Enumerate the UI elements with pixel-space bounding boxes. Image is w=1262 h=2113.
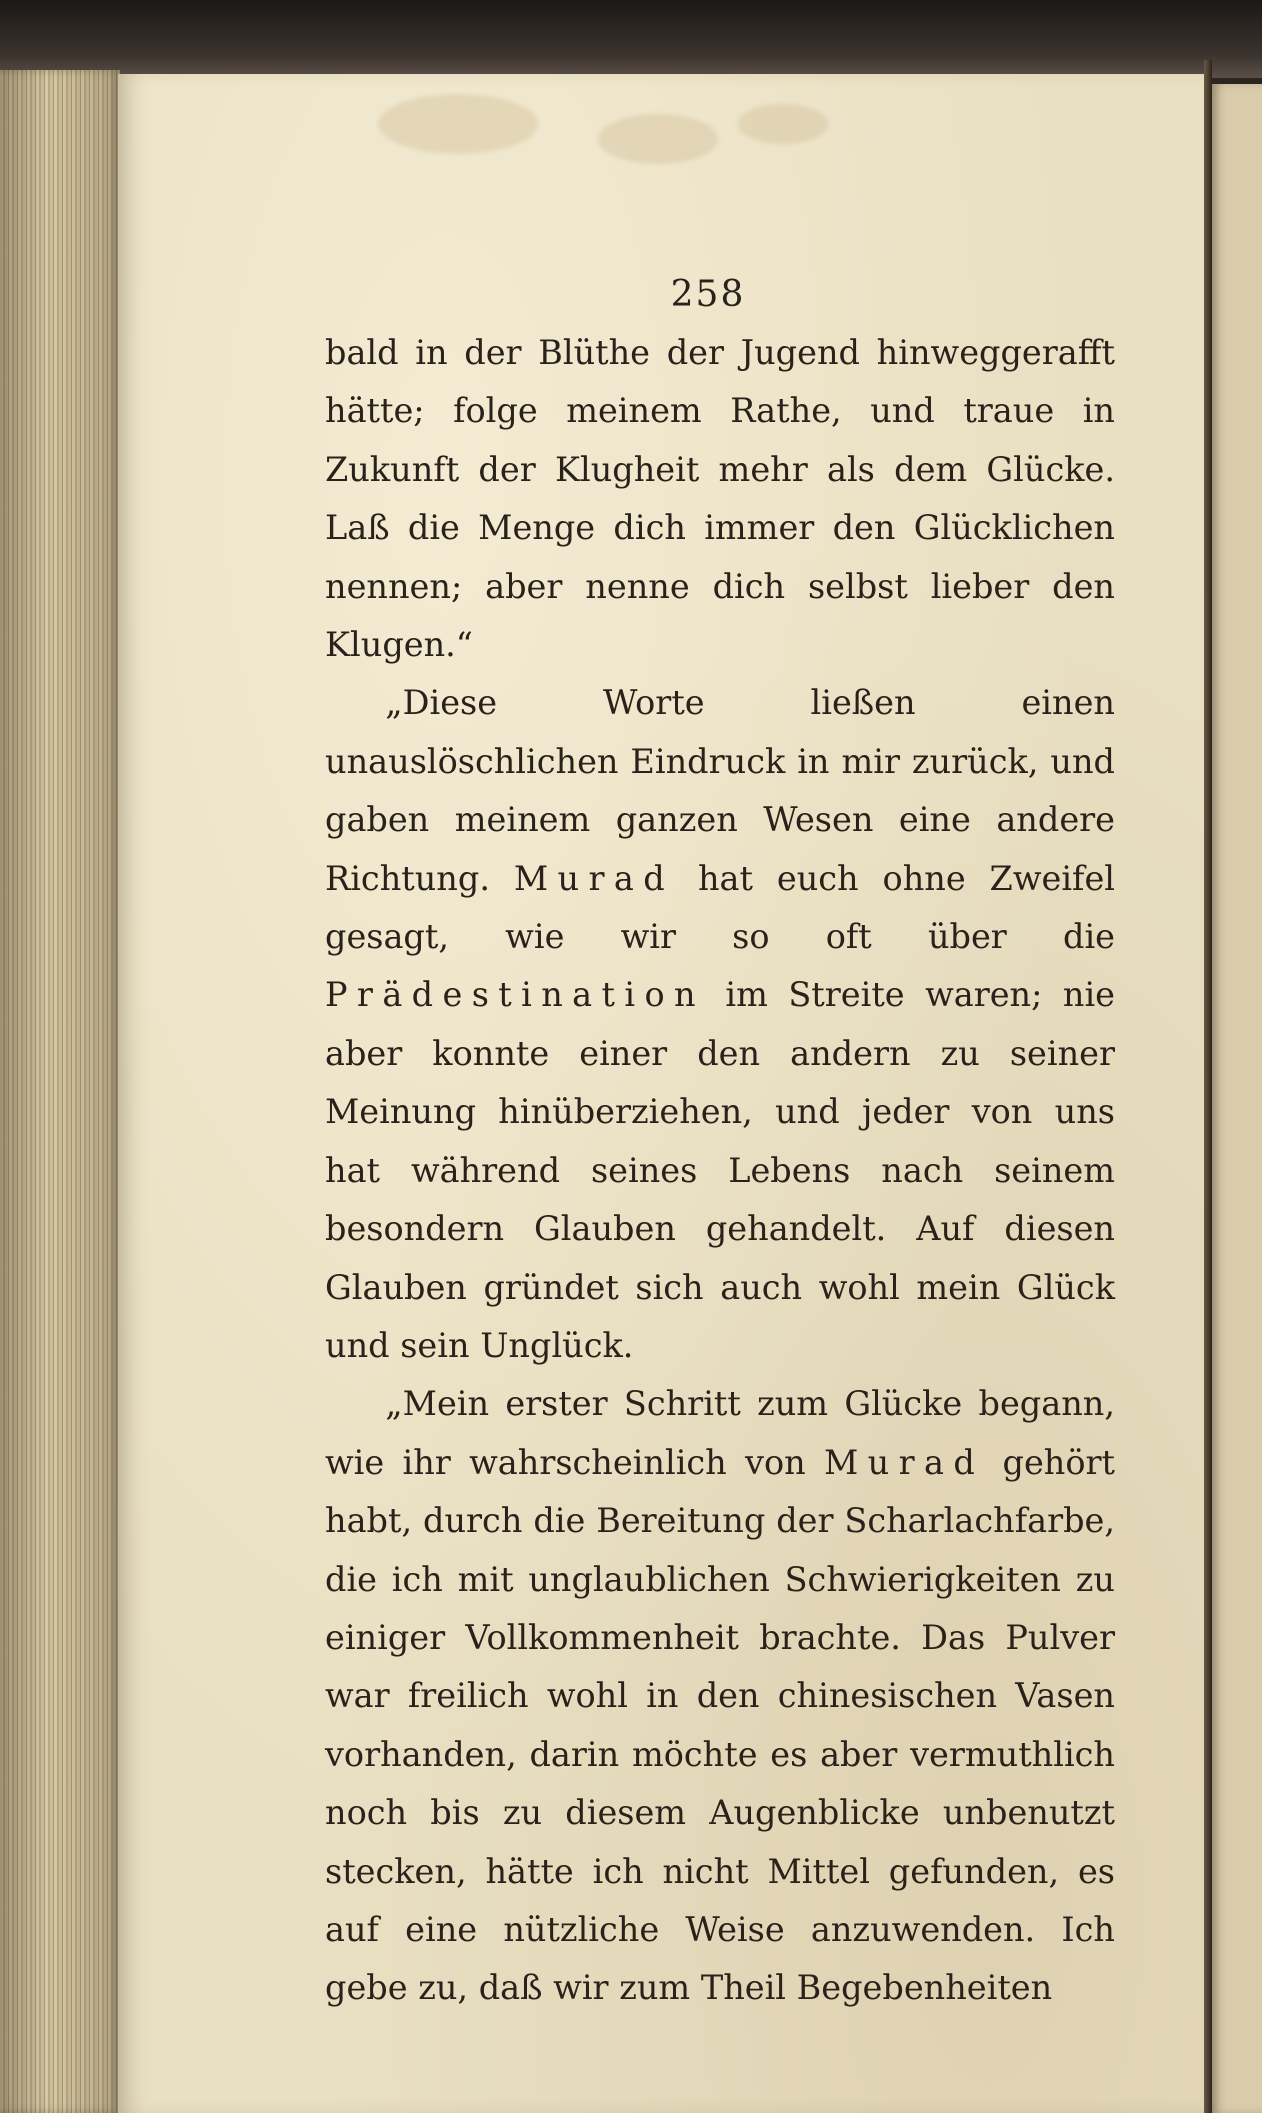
paragraph [325, 674, 1115, 1375]
spaced-name: Prädestination [325, 975, 705, 1015]
spaced-name: Murad [513, 858, 675, 898]
paragraph [325, 1375, 1115, 2017]
book-page [118, 74, 1208, 2113]
paragraph [325, 324, 1115, 674]
book-gutter [1204, 60, 1212, 2113]
next-page-edge [1212, 84, 1262, 2113]
page-stack-shade [0, 70, 120, 2113]
page-number: 258 [670, 274, 746, 315]
text-segment: bald in der Blüthe der Jugend hinweggerafft hätte; folge meinem Rathe, und traue in Zukunft der Klugheit mehr als dem Glücke. Laß die Menge dich immer den Glücklichen nennen; aber nenne dich selbst lieber den Klugen.“ [325, 333, 1115, 665]
text-segment: gehört habt, durch die Bereitung der Scharlachfarbe, die ich mit unglaublichen Schwierigkeiten zu einiger Vollkommenheit brachte. Das Pulver war freilich wohl in den chinesischen Vasen vorhanden, darin möchte es aber vermuthlich noch bis zu diesem Augenblicke unbenutzt stecken, hätte ich nicht Mittel gefunden, es auf eine nützliche Weise anzuwenden. Ich gebe zu, daß wir zum Theil Begebenheiten [325, 1442, 1115, 2008]
body-text [325, 324, 1115, 2018]
spaced-name: Murad [824, 1442, 985, 1482]
text-segment: im Streite waren; nie aber konnte einer den andern zu seiner Meinung hinüberziehen, und jeder von uns hat während seines Lebens nach seinem besondern Glauben gehandelt. Auf diesen Glauben gründet sich auch wohl mein Glück und sein Unglück. [325, 975, 1115, 1365]
text-segment: „Diese Worte ließen einen unauslöschlichen Eindruck in mir zurück, und gaben meinem ganzen Wesen eine andere Richtung. [325, 683, 1115, 898]
paper-stain [598, 114, 718, 164]
paper-stain [378, 94, 538, 154]
book-top-edge [0, 0, 1262, 78]
paper-stain [738, 104, 828, 144]
text-segment: hat euch ohne Zweifel gesagt, wie wir so oft über die [325, 858, 1115, 957]
text-segment: „Mein erster Schritt zum Glücke begann, wie ihr wahrscheinlich von [325, 1384, 1115, 1482]
